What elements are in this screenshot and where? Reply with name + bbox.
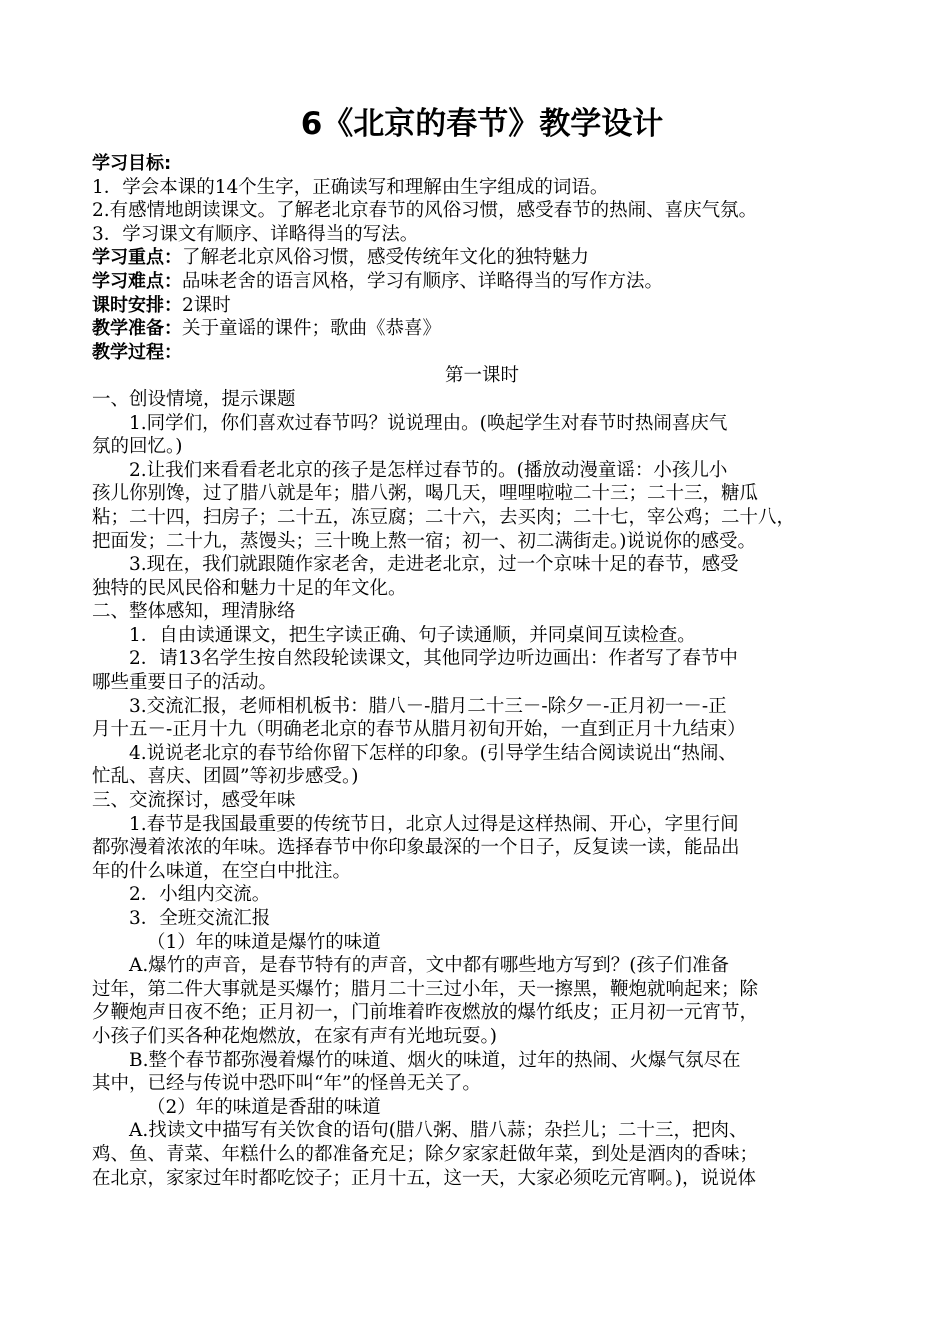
key-text: 了解老北京风俗习惯，感受传统年文化的独特魅力 — [182, 247, 590, 269]
paragraph-line: 2．请13名学生按自然段轮读课文，其他同学边听边画出：作者写了春节中 — [129, 648, 738, 670]
paragraph-line: 2．小组内交流。 — [129, 884, 271, 906]
subsection-heading: （2）年的味道是香甜的味道 — [147, 1096, 381, 1118]
key-heading: 学习重点： — [92, 247, 182, 269]
paragraph-line: 1.春节是我国最重要的传统节日，北京人过得是这样热闹、开心，字里行间 — [129, 813, 739, 835]
lesson-heading: 第一课时 — [444, 365, 519, 387]
paragraph-line: 1．自由读通课文，把生字读正确、句子读通顺，并同桌间互读检查。 — [129, 624, 696, 646]
paragraph-line: 在北京，家家过年时都吃饺子；正月十五，这一天，大家必须吃元宵啊。)，说说体 — [92, 1167, 756, 1189]
paragraph-line: A.爆竹的声音，是春节特有的声音，文中都有哪些地方写到？(孩子们准备 — [129, 955, 729, 977]
paragraph-line: 过年，第二件大事就是买爆竹；腊月二十三过小年，天一擦黑，鞭炮就响起来；除 — [92, 978, 759, 1000]
paragraph-line: 忙乱、喜庆、团圆”等初步感受。) — [92, 766, 359, 788]
process-heading: 教学过程： — [92, 341, 182, 363]
paragraph-line: 独特的民风民俗和魅力十足的年文化。 — [92, 577, 407, 599]
schedule — [92, 294, 872, 318]
paragraph-line: 夕鞭炮声日夜不绝；正月初一，门前堆着昨夜燃放的爆竹纸皮；正月初一元宵节， — [92, 1002, 759, 1024]
subsection-heading: （1）年的味道是爆竹的味道 — [147, 931, 381, 953]
paragraph-line: 3．全班交流汇报 — [129, 908, 271, 929]
preparation-heading: 教学准备： — [92, 318, 182, 340]
paragraph-line: 其中，已经与传说中恐吓叫“年”的怪兽无关了。 — [92, 1073, 481, 1095]
goal-item: 2.有感情地朗读课文。了解老北京春节的风俗习惯，感受春节的热闹、喜庆气氛。 — [92, 200, 758, 222]
difficulty-heading: 学习难点： — [92, 270, 182, 292]
paragraph-line: 把面发；二十九，蒸馒头；三十晚上熬一宿；初一、初二满街走。)说说你的感受。 — [92, 530, 756, 552]
goal-item: 3．学习课文有顺序、详略得当的写法。 — [92, 223, 419, 245]
difficulty-text: 品味老舍的语言风格，学习有顺序、详略得当的写作方法。 — [182, 270, 664, 292]
schedule-heading: 课时安排： — [92, 294, 182, 316]
preparation — [92, 317, 872, 341]
preparation-text: 关于童谣的课件；歌曲《恭喜》 — [182, 318, 442, 340]
paragraph-line: 3.现在，我们就跟随作家老舍，走进老北京，过一个京味十足的春节，感受 — [129, 554, 739, 576]
section-heading: 三、交流探讨，感受年味 — [92, 790, 296, 812]
paragraph-line: 年的什么味道，在空白中批注。 — [92, 860, 352, 882]
goal-item: 1．学会本课的14个生字，正确读写和理解由生字组成的词语。 — [92, 176, 609, 198]
section-heading: 一、创设情境，提示课题 — [92, 388, 296, 410]
document-title: 6《北京的春节》教学设计 — [300, 106, 664, 142]
schedule-text: 2课时 — [182, 294, 231, 316]
paragraph-line: 都弥漫着浓浓的年味。选择春节中你印象最深的一个日子，反复读一读，能品出 — [92, 837, 740, 859]
paragraph-line: 哪些重要日子的活动。 — [92, 672, 278, 694]
key-points — [92, 246, 872, 270]
section-heading: 二、整体感知，理清脉络 — [92, 601, 296, 623]
paragraph-line: 小孩子们买各种花炮燃放，在家有声有光地玩耍。) — [92, 1025, 497, 1047]
paragraph-line: 粘；二十四，扫房子；二十五，冻豆腐；二十六，去买肉；二十七，宰公鸡；二十八， — [92, 506, 796, 528]
paragraph-line: 4.说说老北京的春节给你留下怎样的印象。(引导学生结合阅读说出“热闹、 — [129, 742, 737, 764]
paragraph-line: 氛的回忆。) — [92, 436, 183, 458]
paragraph-line: 1.同学们，你们喜欢过春节吗？说说理由。(唤起学生对春节时热闹喜庆气 — [129, 412, 728, 434]
document-body — [92, 152, 872, 1190]
goals-heading: 学习目标: — [92, 153, 172, 174]
paragraph-line: 3.交流汇报，老师相机板书：腊八－-腊月二十三－-除夕－-正月初一－-正 — [129, 695, 727, 717]
paragraph-line: 鸡、鱼、青菜、年糕什么的都准备充足；除夕家家赶做年菜，到处是酒肉的香味； — [92, 1143, 759, 1165]
difficult-points — [92, 270, 872, 294]
paragraph-line: B.整个春节都弥漫着爆竹的味道、烟火的味道，过年的热闹、火爆气氛尽在 — [129, 1049, 741, 1071]
paragraph-line: 孩儿你别馋，过了腊八就是年；腊八粥，喝几天，哩哩啦啦二十三；二十三，糖瓜 — [92, 483, 759, 505]
paragraph-line: 2.让我们来看看老北京的孩子是怎样过春节的。(播放动漫童谣：小孩儿小 — [129, 459, 728, 481]
paragraph-line: 月十五－-正月十九（明确老北京的春节从腊月初旬开始，一直到正月十九结束） — [92, 719, 746, 741]
paragraph-line: A.找读文中描写有关饮食的语句(腊八粥、腊八蒜；杂拦儿；二十三，把肉、 — [129, 1120, 748, 1142]
